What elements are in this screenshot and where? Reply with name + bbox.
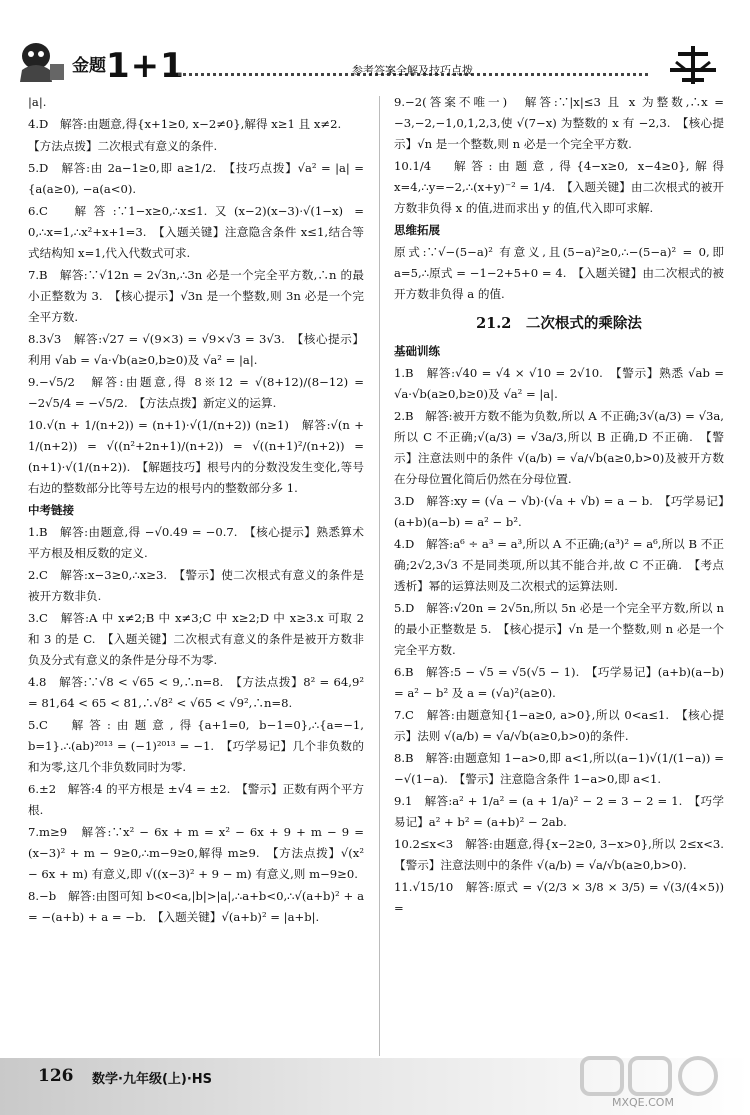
answer-item: 8.B 解答:由题意知 1−a>0,即 a<1,所以(a−1)√(1/(1−a)) = −√(1−a). 【警示】注意隐含条件 1−a>0,即 a<1.	[394, 751, 724, 786]
answer-item: 7.m≥9 解答:∵x² − 6x + m = x² − 6x + 9 + m − 9 = (x−3)² + m − 9≥0,∴m−9≥0,解得 m≥9. 【方法点拨】√(x² − 6x + m) 有意义,即 √((x−3)² + 9 − m) 有意义,则 m−9≥0.	[28, 825, 364, 881]
answer-item: 【方法点拨】二次根式有意义的条件.	[28, 139, 218, 153]
right-column	[394, 92, 736, 920]
header-subtitle: 参考答案全解及技巧点拨	[352, 64, 473, 77]
answer-item: 7.B 解答:∵√12n = 2√3n,∴3n 必是一个完全平方数,∴n 的最小正整数为 3. 【核心提示】√3n 是一个整数,则 3n 必是一个完全平方数.	[28, 268, 364, 324]
corner-emblem-icon	[664, 40, 722, 88]
answer-item: 6.C 解答:∵1−x≥0,∴x≤1.又(x−2)(x−3)·√(1−x) = 0,∴x=1,∴x²+x+1=3. 【入题关键】注意隐含条件 x≤1,结合等式结构知 x=1,代入代数式可求.	[28, 204, 364, 260]
answer-item: 1.B 解答:由题意,得 −√0.49 = −0.7. 【核心提示】熟悉算术平方根及相反数的定义.	[28, 525, 364, 560]
answer-item: 原式:∵√−(5−a)² 有意义,且(5−a)²≥0,∴−(5−a)² = 0,即 a=5,∴原式 = −1−2+5+0 = 4. 【入题关键】由二次根式的被开方数非负得 a 的值.	[394, 245, 724, 301]
answer-item: 10.√(n + 1/(n+2)) = (n+1)·√(1/(n+2)) (n≥1) 解答:√(n + 1/(n+2)) = √((n²+2n+1)/(n+2)) = √((n+1)²/(n+2)) = (n+1)·√(1/(n+2)). 【解题技巧】根号内的分数没发生变化,等号右边的整数部分比等号左边的根号内的整数部分多 1.	[28, 418, 364, 495]
answer-item: 9.−√5/2 解答:由题意,得 8※12 = √(8+12)/(8−12) = −2√5/4 = −√5/2. 【方法点拨】新定义的运算.	[28, 375, 364, 410]
answer-item: |a|.	[28, 95, 47, 109]
answer-item: 4.D 解答:a⁶ ÷ a³ = a³,所以 A 不正确;(a³)² = a⁶,所以 B 不正确;2√2,3√3 不是同类项,所以其不能合并,故 C 不正确. 【考点透析】幂的运算法则及二次根式的运算法则.	[394, 537, 724, 593]
section-subheading: 思维拓展	[394, 223, 440, 237]
answer-item: 10.1/4 解答:由题意,得{4−x≥0, x−4≥0},解得 x=4,∴y=−2,∴(x+y)⁻² = 1/4. 【入题关键】由二次根式的被开方数非负得 x 的值,进而求出 y 的值,代入即可求解.	[394, 159, 724, 215]
answer-item: 8.3√3 解答:√27 = √(9×3) = √9×√3 = 3√3. 【核心提示】利用 √ab = √a·√b(a≥0,b≥0)及 √a² = |a|.	[28, 332, 364, 367]
answer-item: 5.D 解答:由 2a−1≥0,即 a≥1/2. 【技巧点拨】√a² = |a| = {a(a≥0), −a(a<0).	[28, 161, 364, 196]
watermark-text: MXQE.COM	[612, 1096, 674, 1109]
section-subheading: 中考链接	[28, 503, 74, 517]
answer-item: 3.C 解答:A 中 x≠2;B 中 x≠3;C 中 x≥2;D 中 x≥3.x 可取 2 和 3 的是 C. 【入题关键】二次根式有意义的条件是被开方数非负及分式有意义的条件是分母不为零.	[28, 611, 364, 667]
answer-item: 4.D 解答:由题意,得{x+1≥0, x−2≠0},解得 x≥1 且 x≠2.	[28, 117, 342, 131]
column-divider	[379, 96, 380, 1056]
section-subheading: 基础训练	[394, 344, 440, 358]
answer-item: 9.−2(答案不唯一) 解答:∵|x|≤3 且 x 为整数,∴x = −3,−2,−1,0,1,2,3,使 √(7−x) 为整数的 x 有 −2,3. 【核心提示】√n 是一个整数,则 n 必是一个完全平方数.	[394, 95, 724, 151]
brand-logo: 金题1+1	[72, 46, 185, 86]
answer-item: 5.C 解答:由题意,得{a+1=0, b−1=0},∴{a=−1, b=1}.∴(ab)²⁰¹³ = (−1)²⁰¹³ = −1. 【巧学易记】几个非负数的和为零,这几个非负数同时为零.	[28, 718, 364, 774]
mascot-logo-icon	[14, 36, 70, 84]
answer-item: 1.B 解答:√40 = √4 × √10 = 2√10. 【警示】熟悉 √ab = √a·√b(a≥0,b≥0)及 √a² = |a|.	[394, 366, 724, 401]
left-column	[28, 92, 364, 929]
answer-item: 11.√15/10 解答:原式 = √(2/3 × 3/8 × 3/5) = √(3/(4×5)) =	[394, 880, 724, 915]
answer-item: 2.C 解答:x−3≥0,∴x≥3. 【警示】使二次根式有意义的条件是被开方数非负.	[28, 568, 364, 603]
footer-title: 数学·九年级(上)·HS	[92, 1072, 213, 1087]
page-header	[0, 0, 750, 92]
page-number: 126	[38, 1066, 74, 1086]
answer-item: 6.B 解答:5 − √5 = √5(√5 − 1). 【巧学易记】(a+b)(a−b) = a² − b² 及 a = (√a)²(a≥0).	[394, 665, 724, 700]
section-title: 21.2 二次根式的乘除法	[476, 315, 642, 332]
answer-item: 8.−b 解答:由图可知 b<0<a,|b|>|a|,∴a+b<0,∴√(a+b)² + a = −(a+b) + a = −b. 【入题关键】√(a+b)² = |a+b|.	[28, 889, 364, 924]
answer-item: 7.C 解答:由题意知{1−a≥0, a>0},所以 0<a≤1. 【核心提示】法则 √(a/b) = √a/√b(a≥0,b>0)的条件.	[394, 708, 724, 743]
answer-item: 9.1 解答:a² + 1/a² = (a + 1/a)² − 2 = 3 − 2 = 1. 【巧学易记】a² + b² = (a+b)² − 2ab.	[394, 794, 724, 829]
answer-item: 5.D 解答:√20n = 2√5n,所以 5n 必是一个完全平方数,所以 n 的最小正整数是 5. 【核心提示】√n 是一个整数,则 n 必是一个完全平方数.	[394, 601, 724, 657]
answer-item: 6.±2 解答:4 的平方根是 ±√4 = ±2. 【警示】正数有两个平方根.	[28, 782, 364, 817]
answer-item: 3.D 解答:xy = (√a − √b)·(√a + √b) = a − b. 【巧学易记】(a+b)(a−b) = a² − b².	[394, 494, 724, 529]
answer-item: 2.B 解答:被开方数不能为负数,所以 A 不正确;3√(a/3) = √3a,所以 C 不正确;√(a/3) = √3a/3,所以 B 正确,D 不正确. 【警示】注意法则中的条件 √(a/b) = √a/√b(a≥0,b>0)及被开方数在分母位置化简后仍然在分母位置.	[394, 409, 724, 486]
answer-item: 10.2≤x<3 解答:由题意,得{x−2≥0, 3−x>0},所以 2≤x<3. 【警示】注意法则中的条件 √(a/b) = √a/√b(a≥0,b>0).	[394, 837, 736, 872]
answer-item: 4.8 解答:∵√8 < √65 < 9,∴n=8. 【方法点拨】8² = 64,9² = 81,64 < 65 < 81,∴√8² < √65 < √9²,∴n=8.	[28, 675, 364, 710]
